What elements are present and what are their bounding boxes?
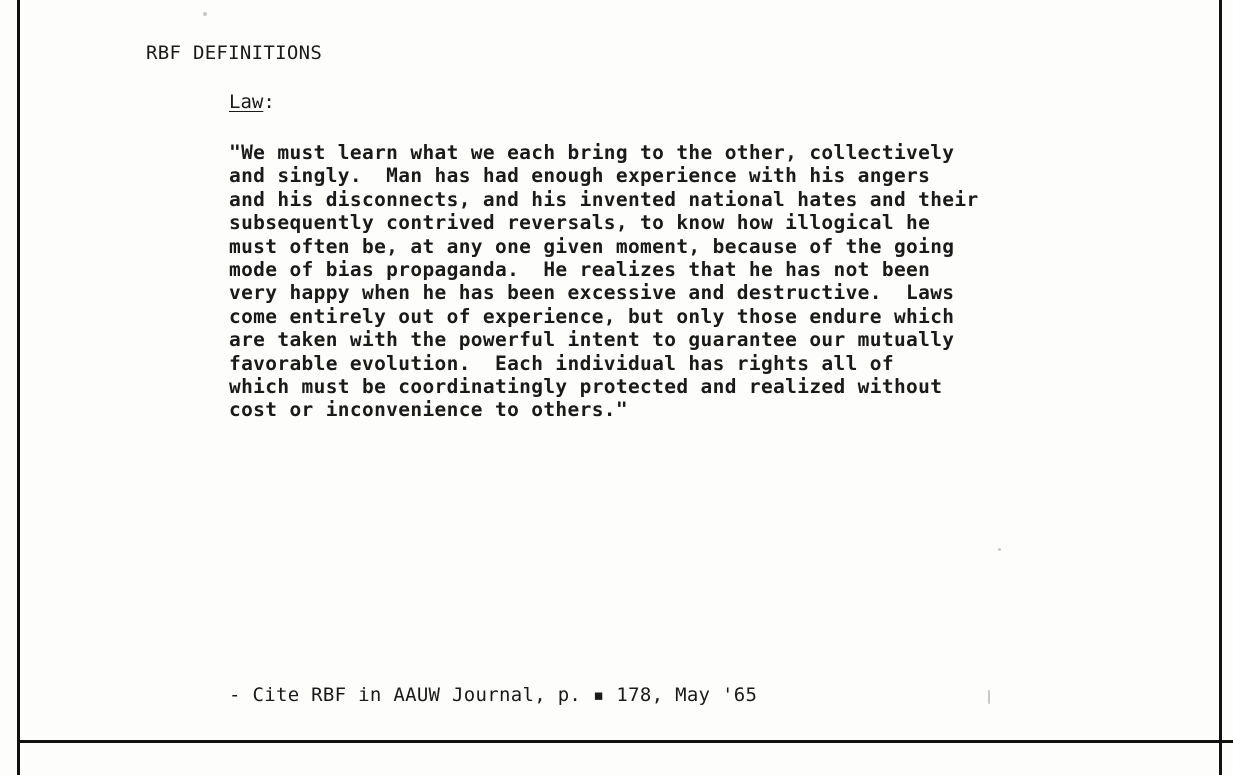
term-word: Law bbox=[229, 91, 264, 113]
quote-line: come entirely out of experience, but only those endure which bbox=[229, 304, 955, 328]
left-border-line bbox=[17, 0, 20, 775]
paper-speck bbox=[998, 548, 1001, 551]
quote-line: must often be, at any one given moment, because of the going bbox=[229, 234, 955, 258]
quote-line: are taken with the powerful intent to guarantee our mutually bbox=[229, 328, 955, 352]
quote-line: "We must learn what we each bring to the other, collectively bbox=[229, 141, 955, 164]
term-colon: : bbox=[263, 91, 275, 113]
quote-line: cost or inconvenience to others." bbox=[229, 398, 628, 422]
document-header: RBF DEFINITIONS bbox=[146, 42, 323, 64]
quote-line: and singly. Man has had enough experience with his angers bbox=[229, 164, 931, 188]
quote-line: very happy when he has been excessive and destructive. Laws bbox=[229, 281, 955, 305]
term-heading bbox=[229, 91, 275, 113]
paper-speck bbox=[203, 12, 207, 16]
paper-speck bbox=[988, 690, 990, 704]
right-border-line bbox=[1219, 0, 1222, 775]
bottom-border-line bbox=[17, 740, 1233, 743]
quote-line: favorable evolution. Each individual has rights all of bbox=[229, 351, 894, 375]
quote-line: mode of bias propaganda. He realizes that he has not been bbox=[229, 258, 931, 282]
citation: - Cite RBF in AAUW Journal, p. ▪ 178, May '65 bbox=[229, 684, 758, 706]
quote-line: subsequently contrived reversals, to know how illogical he bbox=[229, 211, 931, 235]
quote-line: and his disconnects, and his invented national hates and their bbox=[229, 187, 979, 211]
quote-line: which must be coordinatingly protected and realized without bbox=[229, 375, 943, 399]
definition-quote bbox=[229, 141, 979, 422]
